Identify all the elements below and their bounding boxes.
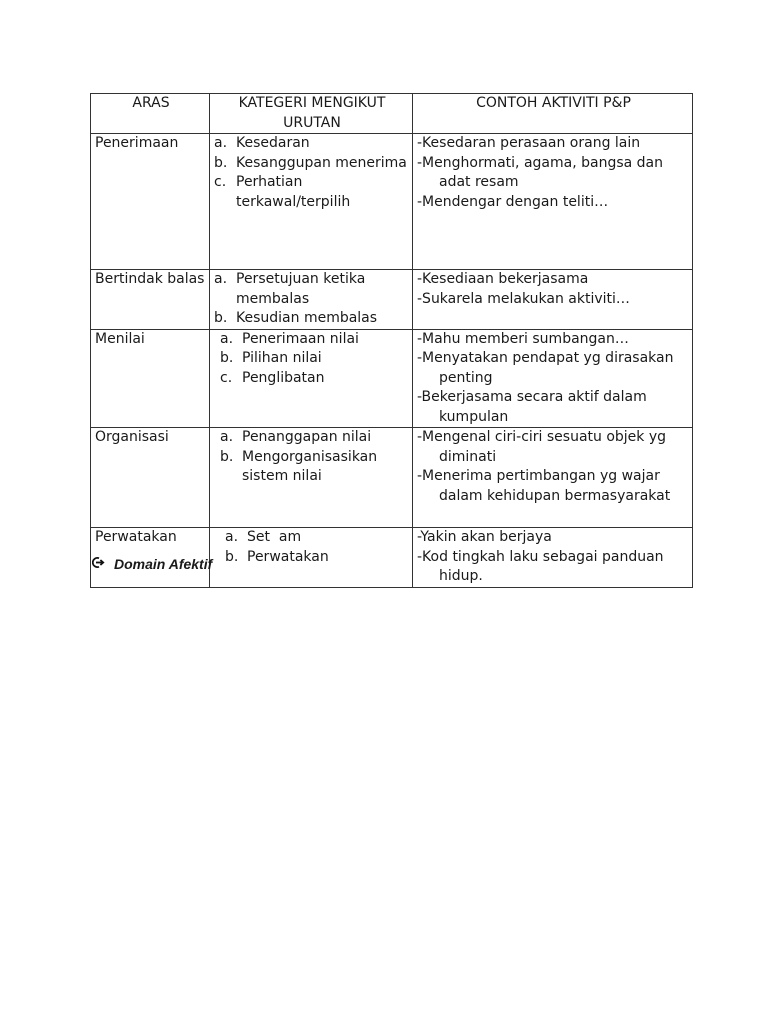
contoh-cell — [413, 134, 693, 270]
kategori-list — [214, 270, 410, 329]
list-marker: b. — [220, 448, 234, 465]
list-marker: a. — [214, 135, 228, 151]
aras-cell: Menilai — [91, 329, 210, 428]
list-item — [214, 270, 410, 309]
list-text: Penerimaan nilai — [242, 330, 359, 347]
list-marker: b. — [225, 548, 239, 565]
list-item: -Menghormati, agama, bangsa dan adat resam — [417, 154, 663, 190]
kategori-cell — [210, 528, 413, 588]
contoh-list — [417, 134, 690, 212]
list-item: -Mengenal ciri-ciri sesuatu objek yg diminati — [417, 429, 667, 465]
kategori-list — [214, 528, 410, 567]
list-text: Perhatian terkawal/terpilih — [236, 174, 351, 210]
list-item — [220, 330, 410, 350]
aras-cell: Perwatakan — [91, 528, 210, 588]
list-marker: b. — [214, 154, 228, 171]
list-item — [214, 309, 410, 329]
list-marker: b. — [214, 310, 228, 326]
list-item: -Bekerjasama secara aktif dalam kumpulan — [417, 389, 647, 425]
contoh-cell — [413, 270, 693, 330]
table-row — [91, 329, 693, 428]
arrow-right-circle-icon — [92, 556, 106, 572]
list-item — [225, 548, 410, 568]
aras-cell: Organisasi — [91, 428, 210, 528]
list-text: Penanggapan nilai — [242, 429, 372, 445]
list-text: Kesanggupan menerima — [236, 154, 407, 171]
list-item — [225, 528, 410, 548]
list-marker: c. — [220, 369, 233, 386]
list-text: Perwatakan — [247, 548, 329, 565]
contoh-cell — [413, 528, 693, 588]
list-item: -Menyatakan pendapat yg dirasakan penting — [417, 350, 674, 386]
list-item — [220, 369, 410, 389]
aras-cell: Bertindak balas — [91, 270, 210, 330]
list-item: -Mendengar dengan teliti… — [417, 193, 609, 210]
list-item: -Kesediaan bekerjasama — [417, 271, 589, 287]
table-row — [91, 428, 693, 528]
list-text: Kesudian membalas — [236, 310, 378, 326]
contoh-list — [417, 528, 690, 587]
list-item: -Mahu memberi sumbangan… — [417, 330, 629, 347]
kategori-cell — [210, 329, 413, 428]
domain-afektif-text: Domain Afektif — [114, 556, 213, 572]
contoh-list — [417, 428, 690, 506]
table-row — [91, 270, 693, 330]
header-kategori: KATEGERI MENGIKUT URUTAN — [210, 94, 413, 134]
list-text: Pilihan nilai — [242, 350, 322, 366]
affective-domain-table — [90, 93, 693, 588]
list-item — [214, 154, 410, 174]
contoh-list — [417, 330, 690, 428]
list-item — [214, 173, 410, 212]
kategori-cell — [210, 270, 413, 330]
list-item — [214, 134, 410, 154]
list-item: -Kod tingkah laku sebagai panduan hidup. — [417, 548, 664, 584]
kategori-cell — [210, 428, 413, 528]
domain-afektif-heading — [92, 556, 212, 572]
header-aras: ARAS — [91, 94, 210, 134]
list-marker: a. — [225, 529, 239, 545]
contoh-list — [417, 270, 690, 309]
list-item — [220, 428, 410, 448]
list-text: Kesedaran — [236, 135, 310, 151]
list-item: -Sukarela melakukan aktiviti… — [417, 290, 630, 307]
list-item: -Menerima pertimbangan yg wajar dalam kehidupan bermasyarakat — [417, 468, 671, 504]
kategori-cell — [210, 134, 413, 270]
list-marker: a. — [214, 271, 228, 287]
table-header-row — [91, 94, 693, 134]
contoh-cell — [413, 329, 693, 428]
list-item: -Yakin akan berjaya — [417, 529, 552, 545]
list-marker: a. — [220, 330, 234, 347]
list-marker: b. — [220, 350, 234, 366]
table-row — [91, 134, 693, 270]
aras-cell: Penerimaan — [91, 134, 210, 270]
contoh-cell — [413, 428, 693, 528]
kategori-list — [214, 134, 410, 212]
list-text: Persetujuan ketika membalas — [236, 271, 366, 307]
list-marker: c. — [214, 174, 227, 190]
header-contoh: CONTOH AKTIVITI P&P — [413, 94, 693, 134]
list-item — [220, 448, 410, 487]
list-marker: a. — [220, 429, 234, 445]
kategori-list — [214, 330, 410, 389]
list-item — [220, 349, 410, 369]
list-text: Penglibatan — [242, 369, 325, 386]
list-text: Mengorganisasikan sistem nilai — [242, 448, 378, 484]
kategori-list — [214, 428, 410, 487]
list-text: Set am — [247, 529, 302, 545]
list-item: -Kesedaran perasaan orang lain — [417, 135, 641, 151]
